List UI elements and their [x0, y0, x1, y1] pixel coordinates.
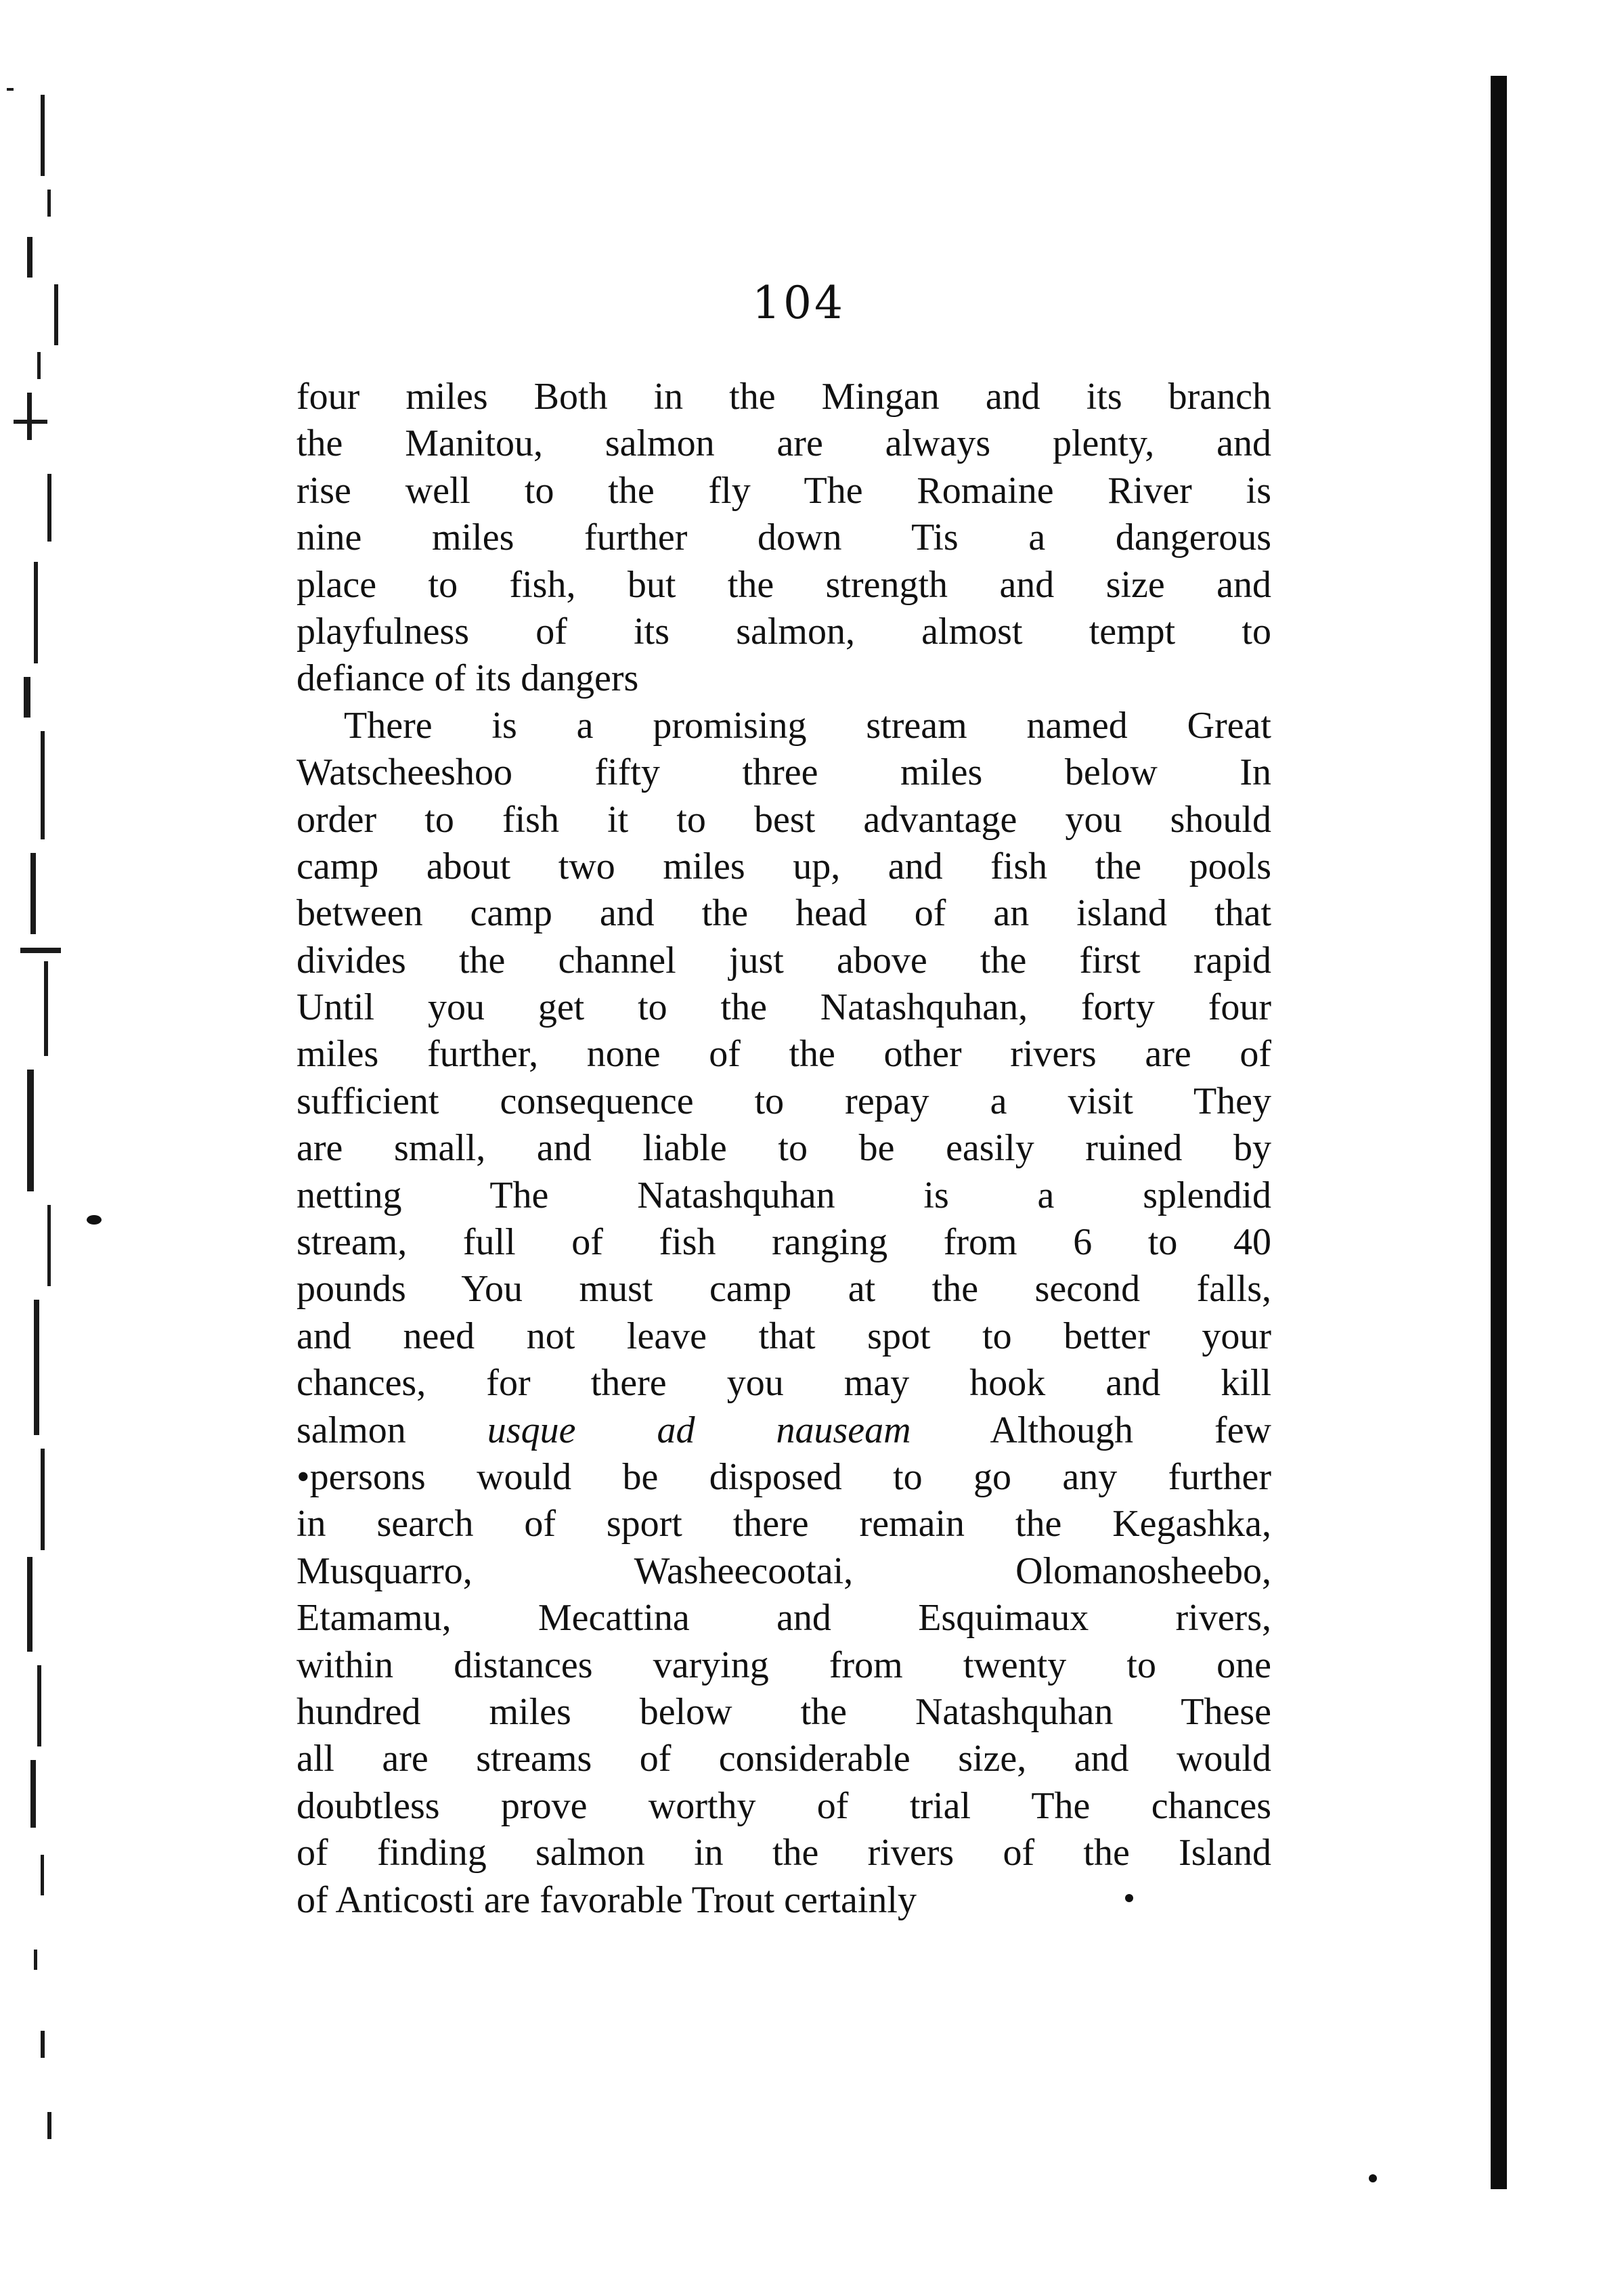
text-line: pounds You must camp at the second falls, [297, 1268, 1271, 1311]
ink-speck [1369, 2174, 1377, 2182]
ink-speck [1125, 1894, 1133, 1902]
text-line: •persons would be disposed to go any further [297, 1455, 1271, 1498]
text-line: hundred miles below the Natashquhan These [297, 1690, 1271, 1733]
text-line: of finding salmon in the rivers of the Island [297, 1832, 1271, 1874]
text-line: divides the channel just above the first rapid [297, 939, 1271, 982]
text-line: playfulness of its salmon, almost tempt to [297, 610, 1271, 653]
text-line: between camp and the head of an island that [297, 892, 1271, 935]
text-line: camp about two miles up, and fish the pools [297, 845, 1271, 887]
text-line: rise well to the fly The Romaine River is [297, 469, 1271, 512]
latin-phrase-line [297, 1407, 1271, 1454]
text-line: Etamamu, Mecattina and Esquimaux rivers, [297, 1597, 1271, 1640]
text-line: Musquarro, Washeecootai, Olomanosheebo, [297, 1549, 1271, 1592]
page-number: 104 [752, 277, 846, 329]
text-line: and need not leave that spot to better your [297, 1315, 1271, 1357]
latin-line-before: salmon [297, 1409, 487, 1451]
text-line: miles further, none of the other rivers are of [297, 1033, 1271, 1076]
text-line: chances, for there you may hook and kill [297, 1362, 1271, 1405]
text-line: stream, full of fish ranging from 6 to 40 [297, 1221, 1271, 1264]
latin-phrase: usque ad nauseam [487, 1409, 911, 1451]
text-line: nine miles further down Tis a dangerous [297, 516, 1271, 559]
text-line: four miles Both in the Mingan and its branch [297, 376, 1271, 418]
latin-line-after: Although few [910, 1409, 1271, 1451]
text-line: There is a promising stream named Great [344, 704, 1271, 747]
text-line: sufficient consequence to repay a visit They [297, 1080, 1271, 1122]
text-line: doubtless prove worthy of trial The chances [297, 1784, 1271, 1827]
ink-speck [87, 1215, 102, 1225]
text-line: netting The Natashquhan is a splendid [297, 1174, 1271, 1216]
text-line: within distances varying from twenty to one [297, 1644, 1271, 1686]
text-line: Until you get to the Natashquhan, forty four [297, 986, 1271, 1029]
text-line: place to fish, but the strength and size and [297, 563, 1271, 606]
page-body [297, 374, 1271, 1924]
text-line: of Anticosti are favorable Trout certainly [297, 1878, 917, 1921]
binding-edge-noise [0, 68, 102, 2180]
text-line: in search of sport there remain the Kegashka, [297, 1503, 1271, 1545]
right-margin-rule [1491, 76, 1507, 2189]
text-line: all are streams of considerable size, and would [297, 1738, 1271, 1780]
text-line: Watscheeshoo fifty three miles below In [297, 751, 1271, 794]
text-line: are small, and liable to be easily ruined by [297, 1127, 1271, 1170]
text-line: the Manitou, salmon are always plenty, and [297, 422, 1271, 465]
binding-edge-marks [0, 68, 102, 2180]
text-line: order to fish it to best advantage you should [297, 798, 1271, 841]
text-line: defiance of its dangers [297, 657, 639, 700]
